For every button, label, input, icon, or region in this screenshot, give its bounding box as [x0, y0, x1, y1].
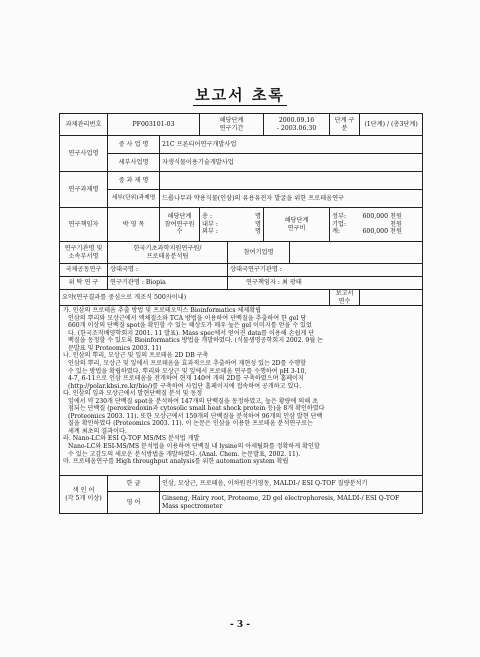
- institution-value: 한국기초과학지원연구원/ 프로테옴분석팀: [108, 242, 228, 264]
- sum-label: 계:: [332, 228, 341, 236]
- summary-body-row: [60, 306, 423, 476]
- program-detail-label: 세부사업명: [108, 154, 160, 172]
- commission-head-value: 최 광태: [281, 279, 302, 287]
- page-number: - 3 -: [230, 620, 250, 630]
- project-id-label: 과제관리번호: [60, 114, 108, 136]
- program-major-value: 21C 프론티어연구개발사업: [160, 136, 423, 154]
- keywords-english-label: 영 어: [108, 492, 160, 514]
- commission-head-label: 연구책임자 :: [246, 279, 280, 287]
- company-unit: 천원: [390, 220, 402, 228]
- external-label: 외부 :: [202, 228, 219, 236]
- stage-value: (1단계) / (총3단계): [360, 114, 423, 136]
- summary-line: 세계 최초의 결과이다.: [68, 427, 127, 435]
- project-row: [60, 114, 423, 136]
- period-value: 2000.09.16 - 2003.06.30: [264, 114, 330, 136]
- total-unit: 명: [255, 213, 262, 221]
- program-label: 연구사업명: [60, 136, 108, 172]
- summary-line: 4-7, 6-11으로 인삼 프로테옴을 전개하여 현재 140여 개의 2D를 구축하였으며 홈페이지: [68, 375, 304, 383]
- task-major-value: [160, 172, 423, 190]
- company-label: 기업:: [332, 220, 347, 228]
- commission-row: [60, 277, 423, 290]
- task-detail-value: 드룹나무과 약용식물(인삼)의 유용유전자 발굴을 위한 프로테옴연구: [160, 190, 423, 208]
- keywords-english-row: [60, 492, 423, 514]
- project-id-value: PF003101-03: [108, 114, 200, 136]
- task-row-detail: [60, 190, 423, 208]
- task-detail-label: 세부(단위)과제명: [108, 190, 160, 208]
- sum-unit: 천원: [390, 228, 402, 236]
- pages-label: 보고서 면수: [330, 290, 360, 306]
- international-row: [60, 264, 423, 277]
- summary-line: 라. Nano-LC와 ESI Q-TOF MS/MS 분석법 개발: [63, 435, 200, 443]
- keywords-korean-value: 인삼, 모상근, 프로테옴, 이차원전기영동, MALDI-/ ESI Q-TOF 질량분석기: [160, 476, 423, 492]
- researcher-row: [60, 208, 423, 242]
- participants-label: 해당단계 참여연구원수: [160, 208, 200, 242]
- summary-line: 인삼의 뿌리, 모상근 및 잎에서 프로테옴을 효과적으로 추출하여 재현성 있는 2D를 수행할: [68, 360, 307, 368]
- external-unit: 명: [255, 228, 262, 236]
- pages-value: [360, 290, 423, 306]
- summary-line: 인삼의 뿌리와 모상근에서 액체질소와 TCA 방법을 이용하여 단백질을 추출하여 한 gel 당: [68, 314, 307, 322]
- summary-line: 마. 프로테옴연구를 High throughput analysis를 위한 automation system 확립: [63, 458, 289, 466]
- total-label: 총 :: [202, 213, 213, 221]
- participants-counts: [200, 208, 264, 242]
- summary-line: (http://polar.kbsi.re.kr/bio/)를 구축하여 사업단 홈페이지에 접속하여 공개하고 있다.: [68, 382, 302, 390]
- internal-label: 내부 :: [202, 220, 219, 228]
- summary-line: 다. (한국조직배양학회지 2001. 11 발표). Mass spec에서 얻어진 data를 이용해 손쉽게 단: [68, 329, 315, 337]
- stage-label: 단계 구분: [330, 114, 360, 136]
- report-summary-table: [59, 113, 423, 514]
- task-label: 연구과제명: [60, 172, 108, 208]
- program-row-major: [60, 136, 423, 154]
- program-detail-value: 자생식물이용기술개발사업: [160, 154, 423, 172]
- gov-label: 정부:: [332, 213, 347, 221]
- summary-line: 잎에서 약 230개 단백질 spot을 분석하여 147개의 단백질을 동정하였고, 높은 황량에 의해 초: [68, 397, 318, 405]
- partner-value: [290, 242, 423, 264]
- commission-org-label: 연구기관명 :: [110, 279, 144, 287]
- keywords-korean-row: [60, 476, 423, 492]
- summary-line: Nano-LC와 ESI-MS/MS 분석법을 이용하여 단백질 내 lysine의 아세틸화를 정확하게 확인할: [68, 443, 320, 451]
- researcher-label: 연구책임자: [60, 208, 108, 242]
- summary-line: 가. 인삼의 프로테옴 추출 방법 및 프로테오믹스 Bioinformatics 체제확립: [63, 307, 261, 315]
- keywords-label: 색 인 어 (각 5개 이상): [60, 476, 108, 514]
- program-major-label: 중 사 업 명: [108, 136, 160, 154]
- summary-line: 수 있는 방법을 확립하였다. 뿌리와 모상근 및 잎에서 프로테옴 연구를 수행하여 pH 3-10,: [68, 367, 307, 375]
- page-title: 보고서 초록: [195, 86, 285, 104]
- summary-body: [60, 306, 423, 476]
- period-label: 해당단계 연구기간: [200, 114, 264, 136]
- summary-line: 다. 인삼의 잎과 모상근에서 발현단백질 분석 및 동정: [63, 390, 203, 398]
- summary-line: 나. 인삼의 뿌리, 모상근 및 잎의 프로테옴 2D DB 구축: [63, 352, 209, 360]
- budget-label: 해당단계 연구비: [264, 208, 330, 242]
- summary-line: 점되는 단백질 (peroxiredoxin과 cytosolic small heat shock protein 등)을 8개 확인하였다: [68, 405, 325, 413]
- institution-row: [60, 242, 423, 264]
- sum-value: 600,000: [362, 228, 389, 236]
- program-row-detail: [60, 154, 423, 172]
- summary-line: 백질을 동정할 수 있도록 Bioinformatics 방법을 개발하였다. (식물생명공학회지 2002. 9월 논: [68, 337, 323, 345]
- summary-line: (Proteomics 2003. 11). 또한 모상근에서 159개의 단백질을 분석하여 96개의 인삼 발현 단백: [68, 412, 323, 420]
- partner-country-label: 상대국명 :: [108, 264, 228, 277]
- commission-org-value: Biopia: [145, 279, 166, 287]
- summary-line: 660개 이상의 단백질 spot을 확인할 수 있는 해상도가 매우 높은 gel 이미지를 얻을 수 있었: [68, 322, 312, 330]
- task-major-label: 중 과 제 명: [108, 172, 160, 190]
- partner-org-label: 상대국연구기관명 :: [228, 264, 423, 277]
- summary-header: 요약(연구결과를 중심으로 개조식 500자이내): [60, 290, 330, 306]
- summary-header-row: [60, 290, 423, 306]
- researcher-name: 박 영 목: [108, 208, 160, 242]
- institution-label: 연구기관명 및 소속부서명: [60, 242, 108, 264]
- internal-unit: 명: [255, 220, 262, 228]
- summary-line: 문발표 및 Proteomics 2003. 11): [68, 344, 162, 352]
- keywords-english-value: Ginseng, Hairy root, Proteome, 2D gel electrophoresis, MALDI-/ ESI Q-TOF Mass spectrometer: [160, 492, 423, 514]
- summary-line: 수 있는 고감도의 새로운 분석방법을 개발하였다. (Anal. Chem. 논문발표, 2002. 11).: [68, 450, 301, 458]
- partner-label: 참여기업명: [228, 242, 290, 264]
- summary-line: 질을 확인하였다 (Proteomics 2003. 11). 이 논문은 인삼을 이용한 프로테옴 분석연구로는: [68, 420, 313, 428]
- keywords-korean-label: 한 글: [108, 476, 160, 492]
- gov-value: 600,000: [362, 213, 389, 221]
- commission-label: 위 탁 연 구: [60, 277, 108, 290]
- gov-unit: 천원: [390, 213, 402, 221]
- international-label: 국제공동연구: [60, 264, 108, 277]
- task-row-major: [60, 172, 423, 190]
- budget-values: [330, 208, 423, 242]
